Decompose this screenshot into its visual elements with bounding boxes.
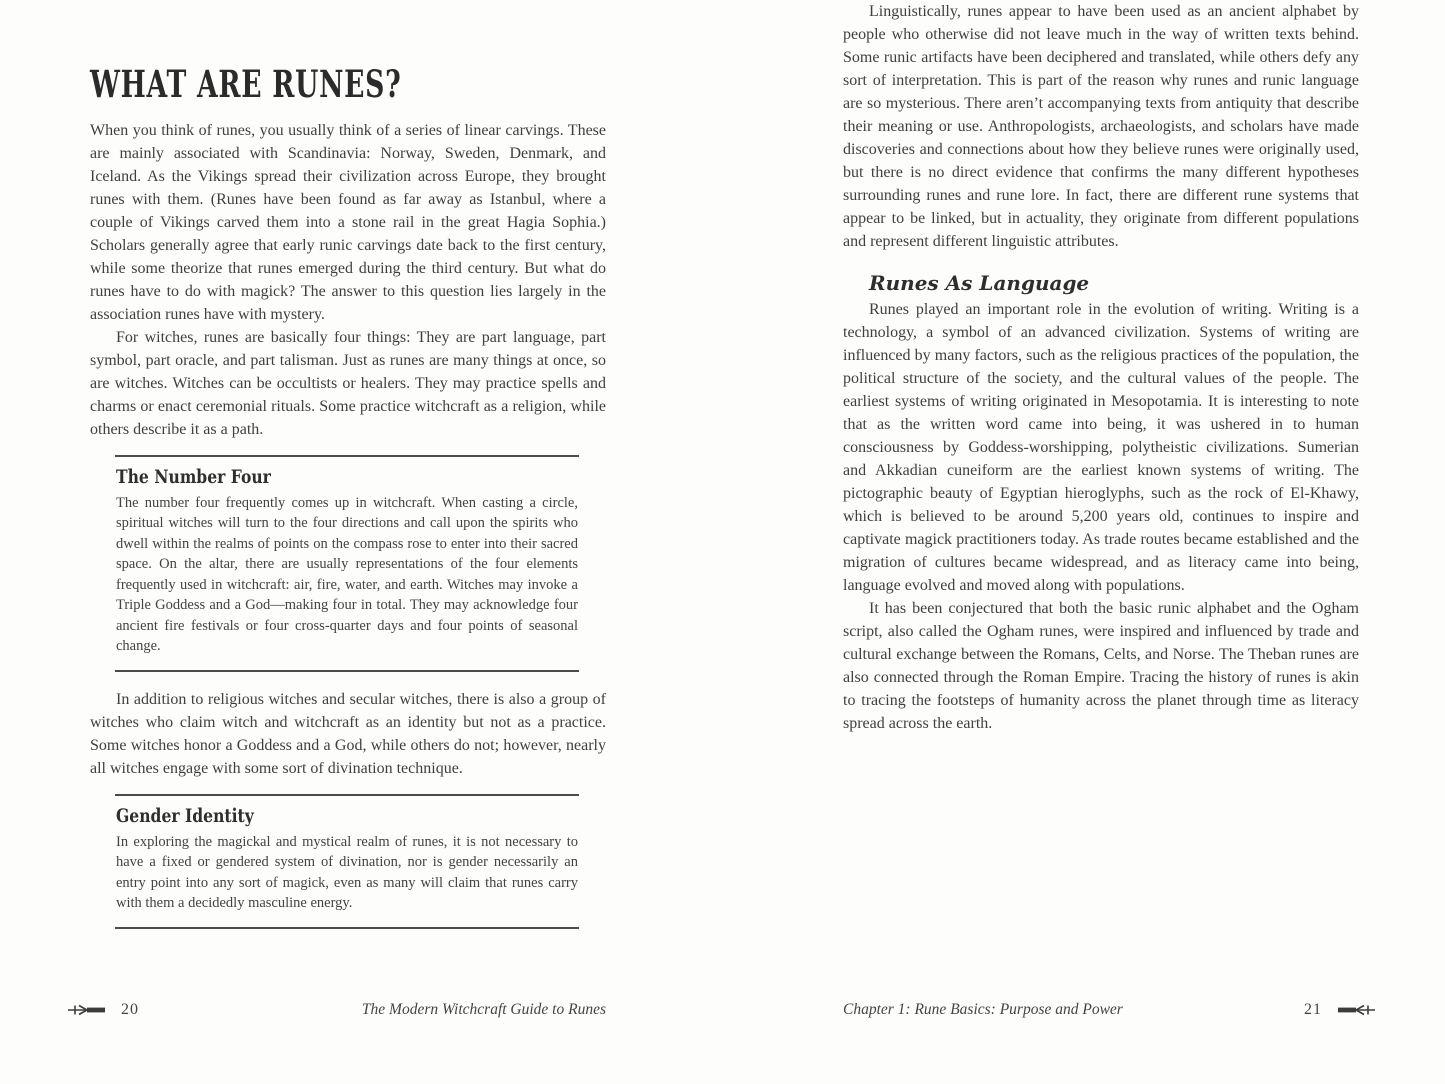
paragraph: When you think of runes, you usually think of a series of linear carvings. These are mainly associated with Scandinavia: Norway, Sweden, Denmark, and Iceland. As the Vikings spread their civilization across Europe, they brought runes with them. (Runes have been found as far away as Istanbul, where a couple of Vikings carved them into a stone rail in the great Hagia Sophia.) Scholars generally agree that early runic carvings date back to the first century, while some theorize that runes emerged during the third century. But what do runes have to do with magick? The answer to this question lies largely in the association runes have with mystery. <box>90 122 606 323</box>
running-chapter-title: Chapter 1: Rune Basics: Purpose and Power <box>843 1001 1123 1018</box>
paragraph: Linguistically, runes appear to have been used as an ancient alphabet by people who otherwise did not leave much in the way of written texts behind. Some runic artifacts have been deciphered and translated, while others defy any sort of interpretation. This is part of the reason why runes and runic language are so mysterious. There aren’t accompanying texts from antiquity that describe their meaning or use. Anthropologists, archaeologists, and scholars have made discoveries and connections about how they believe runes were originally used, but there is no direct evidence that confirms the many different hypotheses surrounding runes and rune lore. In fact, there are different rune systems that appear to be linked, but in actuality, they originate from different populations and represent different linguistic attributes. <box>843 3 1359 250</box>
paragraph: It has been conjectured that both the basic runic alphabet and the Ogham script, also called the Ogham runes, were inspired and influenced by trade and cultural exchange between the Romans, Celts, and Norse. The Theban runes are also connected through the Roman Empire. Tracing the history of runes is akin to tracing the footsteps of humanity across the planet through time as literacy spread across the earth. <box>843 600 1359 732</box>
sidebar-box-gender-identity <box>115 794 579 929</box>
running-book-title: The Modern Witchcraft Guide to Runes <box>361 1001 606 1018</box>
sidebar-box-heading: Gender Identity <box>116 804 254 827</box>
rune-arrow-ornament-icon <box>1337 1003 1375 1017</box>
sidebar-box-text: In exploring the magickal and mystical realm of runes, it is not necessary to have a fixed or gendered system of divination, nor is gender necessarily an entry point into any sort of magick, even as many will claim that runes carry with them a decidedly masculine energy. <box>116 833 578 912</box>
paragraph: Runes played an important role in the evolution of writing. Writing is a technology, a symbol of an advanced civilization. Systems of writing are influenced by many factors, such as the religious practices of the population, the political structure of the society, and the cultural values of the people. The earliest systems of writing originated in Mesopotamia. It is interesting to note that as the written word came into being, it was ushered in to human consciousness by Goddess-worshipping, polytheistic civilizations. Sumerian and Akkadian cuneiform are the earliest known systems of writing. The pictographic beauty of Egyptian hieroglyphs, such as the rock of El-Khawy, which is believed to be around 5,200 years old, continues to inspire and captivate magick practitioners today. As trade routes became established and the migration of cultures became widespread, and as literacy came into being, language evolved and moved along with populations. <box>843 301 1359 594</box>
sidebar-box-number-four <box>115 455 579 672</box>
page-title: WHAT ARE RUNES? <box>90 62 402 106</box>
right-page-footer <box>843 1001 1375 1019</box>
sidebar-box-text: The number four frequently comes up in witchcraft. When casting a circle, spiritual witches will turn to the four directions and call upon the spirits who dwell within the realms of points on the compass rose to enter into their sacred space. On the altar, there are usually representations of the four elements frequently used in witchcraft: air, fire, water, and earth. Witches may invoke a Triple Goddess and a God—making four in total. They may acknowledge four ancient fire festivals or four cross-quarter days and four points of seasonal change. <box>116 494 578 655</box>
left-page <box>90 0 606 945</box>
page-number: 21 <box>1304 1001 1322 1018</box>
sidebar-box-heading: The Number Four <box>116 466 271 488</box>
right-page <box>843 0 1359 735</box>
section-heading: Runes As Language <box>869 271 1090 295</box>
left-page-footer <box>68 1001 606 1019</box>
paragraph: For witches, runes are basically four things: They are part language, part symbol, part oracle, and part talisman. Just as runes are many things at once, so are witches. Witches can be occultists or healers. They may practice spells and charms or enact ceremonial rituals. Some practice witchcraft as a religion, while others describe it as a path. <box>90 329 606 438</box>
page-number: 20 <box>121 1001 139 1018</box>
rune-arrow-ornament-icon <box>68 1003 106 1017</box>
paragraph: In addition to religious witches and secular witches, there is also a group of witches who claim witch and witchcraft as an identity but not as a practice. Some witches honor a Goddess and a God, while others do not; however, nearly all witches engage with some sort of divination technique. <box>90 690 606 777</box>
